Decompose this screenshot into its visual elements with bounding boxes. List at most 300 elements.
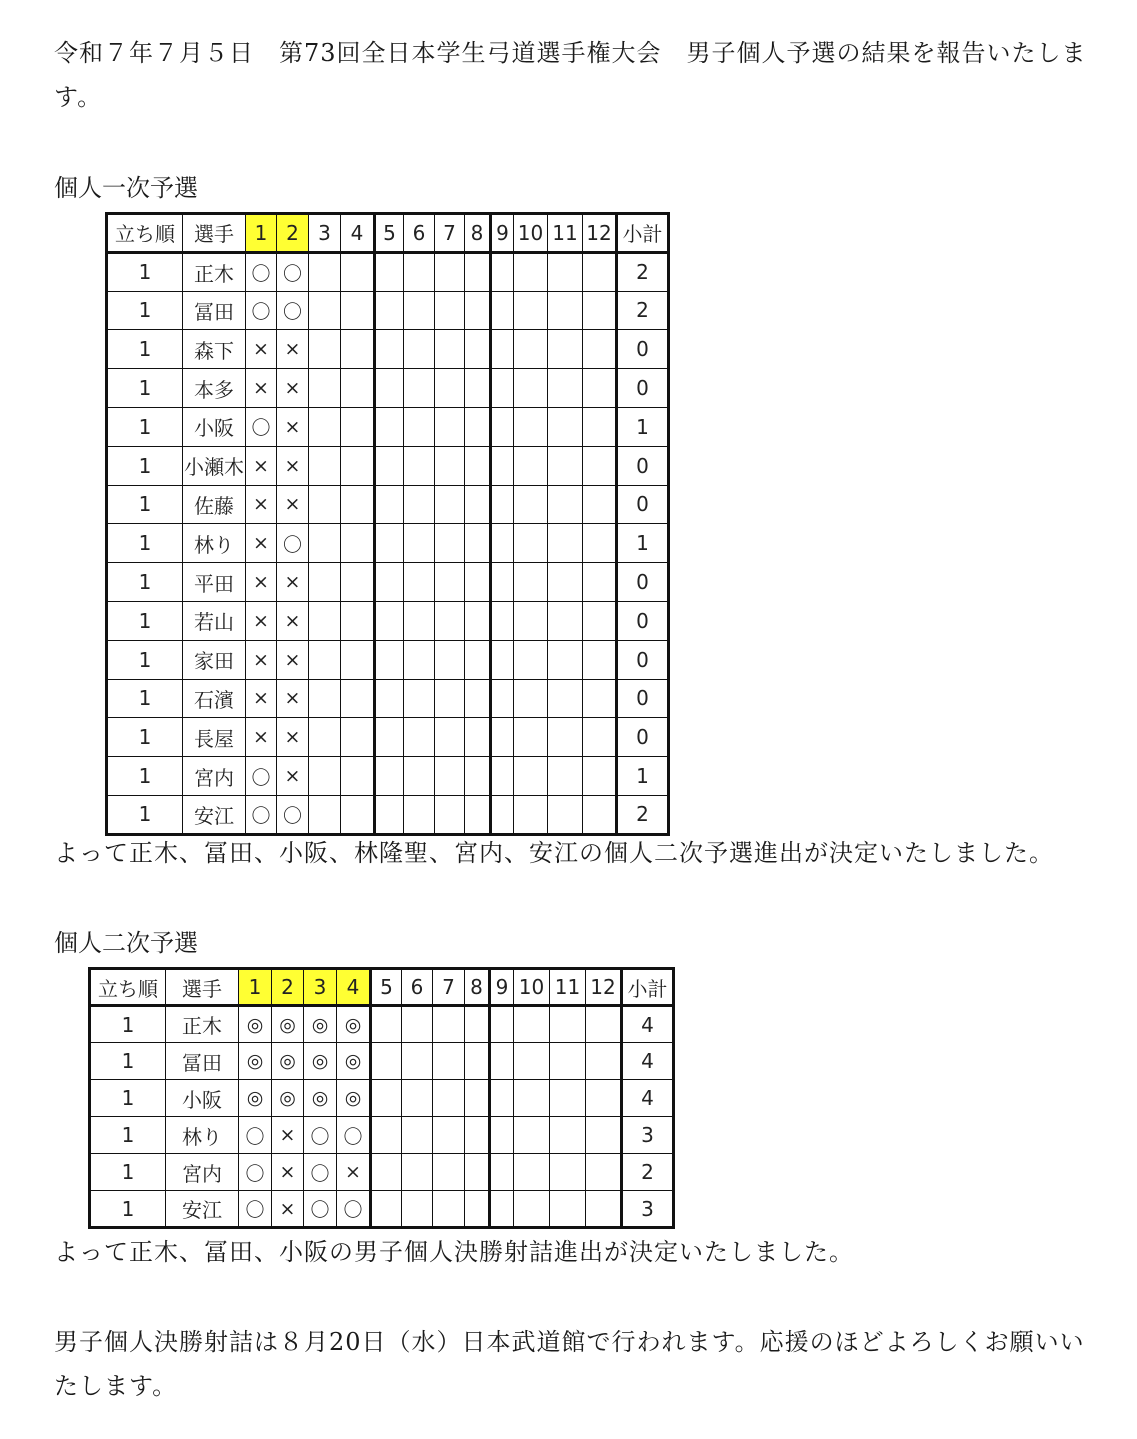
shot-result-cell (309, 407, 341, 446)
shot-result-cell (341, 446, 375, 485)
shot-result-cell: 〇 (304, 1117, 337, 1154)
shot-result-cell: × (246, 679, 277, 718)
shot-header-2: 2 (272, 969, 304, 1006)
shot-result-cell (435, 446, 465, 485)
table-row (107, 718, 669, 757)
order-cell: 1 (107, 718, 183, 757)
shot-result-cell (465, 718, 491, 757)
round1-heading: 個人一次予選 (54, 174, 198, 202)
shot-result-cell (435, 795, 465, 834)
shot-result-cell (550, 1006, 586, 1043)
shot-result-cell (491, 718, 514, 757)
shot-header-1: 1 (239, 969, 272, 1006)
shot-result-cell (341, 252, 375, 291)
shot-result-cell (548, 446, 583, 485)
order-cell: 1 (107, 330, 183, 369)
shot-result-cell (491, 757, 514, 796)
order-cell: 1 (107, 679, 183, 718)
shot-result-cell (491, 252, 514, 291)
shot-header-9: 9 (491, 214, 514, 253)
player-name-cell: 佐藤 (183, 485, 246, 524)
shot-result-cell: 〇 (239, 1117, 272, 1154)
shot-result-cell (514, 563, 548, 602)
shot-result-cell: ◎ (239, 1043, 272, 1080)
shot-result-cell (309, 601, 341, 640)
shot-result-cell (341, 757, 375, 796)
subtotal-cell: 4 (622, 1080, 674, 1117)
player-name-cell: 正木 (183, 252, 246, 291)
shot-result-cell (402, 1006, 433, 1043)
shot-result-cell (375, 524, 404, 563)
shot-result-cell (433, 1006, 465, 1043)
order-cell: 1 (107, 485, 183, 524)
order-cell: 1 (107, 446, 183, 485)
order-cell: 1 (90, 1043, 166, 1080)
order-cell: 1 (107, 640, 183, 679)
shot-result-cell (465, 330, 491, 369)
shot-result-cell: × (337, 1154, 371, 1191)
shot-result-cell (375, 407, 404, 446)
shot-result-cell (465, 1191, 490, 1228)
shot-result-cell (435, 718, 465, 757)
table-row (107, 679, 669, 718)
shot-result-cell (491, 640, 514, 679)
subtotal-cell: 0 (617, 369, 669, 408)
shot-result-cell: × (246, 446, 277, 485)
shot-result-cell (341, 407, 375, 446)
shot-result-cell (465, 601, 491, 640)
shot-result-cell (435, 407, 465, 446)
player-header: 選手 (183, 214, 246, 253)
player-name-cell: 石濱 (183, 679, 246, 718)
shot-result-cell: × (272, 1191, 304, 1228)
shot-result-cell (583, 757, 617, 796)
shot-result-cell (514, 330, 548, 369)
order-cell: 1 (90, 1006, 166, 1043)
shot-header-6: 6 (404, 214, 435, 253)
shot-result-cell (404, 757, 435, 796)
shot-result-cell (375, 369, 404, 408)
order-header: 立ち順 (90, 969, 166, 1006)
shot-result-cell (404, 718, 435, 757)
intro-text: 令和７年７月５日 第73回全日本学生弓道選手権大会 男子個人予選の結果を報告いたします。 (54, 39, 1087, 111)
shot-result-cell: × (246, 369, 277, 408)
shot-result-cell (404, 795, 435, 834)
shot-result-cell (375, 563, 404, 602)
shot-result-cell (465, 640, 491, 679)
shot-result-cell (583, 446, 617, 485)
shot-result-cell (583, 601, 617, 640)
shot-result-cell (375, 291, 404, 330)
shot-result-cell (309, 485, 341, 524)
shot-result-cell (371, 1191, 402, 1228)
round2-heading: 個人二次予選 (54, 929, 198, 957)
shot-result-cell (491, 679, 514, 718)
player-name-cell: 森下 (183, 330, 246, 369)
shot-result-cell (514, 291, 548, 330)
shot-result-cell (514, 485, 548, 524)
subtotal-cell: 2 (617, 795, 669, 834)
player-header: 選手 (166, 969, 239, 1006)
shot-result-cell (371, 1080, 402, 1117)
shot-result-cell: ◎ (337, 1080, 371, 1117)
shot-result-cell: × (277, 718, 309, 757)
round1-table (105, 212, 670, 836)
shot-result-cell: 〇 (246, 795, 277, 834)
shot-result-cell (583, 795, 617, 834)
shot-result-cell: ◎ (239, 1080, 272, 1117)
shot-header-12: 12 (586, 969, 622, 1006)
subtotal-cell: 0 (617, 718, 669, 757)
subtotal-header: 小計 (617, 214, 669, 253)
subtotal-cell: 0 (617, 640, 669, 679)
subtotal-cell: 1 (617, 757, 669, 796)
table-row (90, 1191, 674, 1228)
shot-result-cell (404, 640, 435, 679)
shot-result-cell (465, 524, 491, 563)
shot-result-cell: ◎ (304, 1006, 337, 1043)
shot-header-3: 3 (309, 214, 341, 253)
shot-header-4: 4 (341, 214, 375, 253)
player-name-cell: 安江 (166, 1191, 239, 1228)
shot-result-cell (514, 369, 548, 408)
shot-result-cell (433, 1191, 465, 1228)
shot-result-cell (490, 1043, 514, 1080)
shot-result-cell (490, 1080, 514, 1117)
order-cell: 1 (90, 1191, 166, 1228)
shot-result-cell (586, 1043, 622, 1080)
shot-result-cell: 〇 (246, 252, 277, 291)
shot-result-cell (491, 330, 514, 369)
subtotal-cell: 3 (622, 1117, 674, 1154)
shot-result-cell (404, 291, 435, 330)
shot-result-cell (465, 1006, 490, 1043)
shot-result-cell: × (277, 679, 309, 718)
shot-result-cell: × (277, 446, 309, 485)
table-row (107, 407, 669, 446)
shot-result-cell (550, 1154, 586, 1191)
subtotal-cell: 0 (617, 485, 669, 524)
shot-result-cell (309, 291, 341, 330)
player-name-cell: 本多 (183, 369, 246, 408)
shot-result-cell (371, 1006, 402, 1043)
shot-result-cell (514, 1117, 550, 1154)
table-row (107, 485, 669, 524)
closing-text: 男子個人決勝射詰は８月20日（水）日本武道館で行われます。応援のほどよろしくお願いいたします。 (54, 1328, 1085, 1400)
shot-result-cell (404, 330, 435, 369)
shot-result-cell (548, 640, 583, 679)
shot-result-cell (514, 757, 548, 796)
shot-result-cell (435, 563, 465, 602)
shot-result-cell (465, 757, 491, 796)
player-name-cell: 小阪 (166, 1080, 239, 1117)
shot-result-cell (309, 563, 341, 602)
subtotal-header: 小計 (622, 969, 674, 1006)
shot-result-cell (433, 1080, 465, 1117)
player-name-cell: 若山 (183, 601, 246, 640)
shot-result-cell (309, 524, 341, 563)
round2-result-text: よって正木、冨田、小阪の男子個人決勝射詰進出が決定いたしました。 (54, 1238, 854, 1266)
table-row (107, 446, 669, 485)
shot-result-cell (371, 1043, 402, 1080)
shot-result-cell (548, 369, 583, 408)
shot-result-cell (490, 1154, 514, 1191)
shot-result-cell (548, 679, 583, 718)
player-name-cell: 冨田 (166, 1043, 239, 1080)
order-cell: 1 (107, 252, 183, 291)
shot-result-cell (514, 795, 548, 834)
shot-result-cell (583, 407, 617, 446)
shot-header-11: 11 (550, 969, 586, 1006)
shot-result-cell: × (246, 718, 277, 757)
table-row (90, 1080, 674, 1117)
shot-result-cell (341, 369, 375, 408)
shot-result-cell (491, 563, 514, 602)
shot-result-cell (514, 679, 548, 718)
shot-header-8: 8 (465, 214, 491, 253)
shot-result-cell: × (272, 1117, 304, 1154)
player-name-cell: 宮内 (183, 757, 246, 796)
subtotal-cell: 0 (617, 679, 669, 718)
shot-result-cell (491, 369, 514, 408)
shot-result-cell (435, 601, 465, 640)
table-row (107, 252, 669, 291)
shot-result-cell (435, 679, 465, 718)
shot-result-cell (514, 1080, 550, 1117)
shot-result-cell (586, 1191, 622, 1228)
shot-result-cell (465, 679, 491, 718)
table-row (107, 291, 669, 330)
order-cell: 1 (107, 601, 183, 640)
shot-result-cell (586, 1117, 622, 1154)
shot-result-cell (371, 1117, 402, 1154)
player-name-cell: 安江 (183, 795, 246, 834)
shot-result-cell (465, 1117, 490, 1154)
shot-result-cell: 〇 (304, 1154, 337, 1191)
header-row (90, 969, 674, 1006)
shot-result-cell (341, 524, 375, 563)
shot-result-cell: 〇 (277, 795, 309, 834)
shot-result-cell (341, 601, 375, 640)
shot-result-cell (514, 407, 548, 446)
shot-result-cell (548, 563, 583, 602)
shot-result-cell (548, 524, 583, 563)
shot-result-cell (465, 252, 491, 291)
shot-result-cell (465, 291, 491, 330)
shot-result-cell (309, 330, 341, 369)
shot-result-cell: 〇 (304, 1191, 337, 1228)
shot-result-cell: 〇 (277, 291, 309, 330)
shot-result-cell (490, 1006, 514, 1043)
table-row (90, 1154, 674, 1191)
shot-result-cell: 〇 (337, 1117, 371, 1154)
shot-result-cell (514, 524, 548, 563)
table-row (90, 1043, 674, 1080)
shot-result-cell: × (246, 330, 277, 369)
shot-result-cell: × (277, 757, 309, 796)
shot-header-11: 11 (548, 214, 583, 253)
shot-header-6: 6 (402, 969, 433, 1006)
shot-header-4: 4 (337, 969, 371, 1006)
shot-result-cell (309, 369, 341, 408)
order-cell: 1 (107, 524, 183, 563)
shot-result-cell: 〇 (337, 1191, 371, 1228)
shot-result-cell: 〇 (239, 1191, 272, 1228)
player-name-cell: 宮内 (166, 1154, 239, 1191)
order-header: 立ち順 (107, 214, 183, 253)
shot-result-cell (375, 718, 404, 757)
shot-result-cell (465, 446, 491, 485)
subtotal-cell: 2 (617, 291, 669, 330)
order-cell: 1 (107, 369, 183, 408)
shot-result-cell (583, 640, 617, 679)
shot-result-cell (514, 252, 548, 291)
subtotal-cell: 2 (617, 252, 669, 291)
shot-result-cell (341, 718, 375, 757)
shot-result-cell (548, 330, 583, 369)
shot-result-cell: ◎ (337, 1043, 371, 1080)
shot-result-cell (404, 485, 435, 524)
shot-result-cell (404, 563, 435, 602)
shot-result-cell (514, 718, 548, 757)
shot-result-cell (341, 640, 375, 679)
order-cell: 1 (107, 291, 183, 330)
shot-result-cell (548, 291, 583, 330)
shot-result-cell (433, 1043, 465, 1080)
shot-result-cell: × (277, 485, 309, 524)
player-name-cell: 林り (183, 524, 246, 563)
shot-result-cell (583, 330, 617, 369)
shot-result-cell (435, 291, 465, 330)
shot-result-cell (550, 1043, 586, 1080)
shot-result-cell: × (277, 369, 309, 408)
shot-result-cell (375, 640, 404, 679)
shot-header-2: 2 (277, 214, 309, 253)
table-row (107, 524, 669, 563)
shot-result-cell: ◎ (272, 1006, 304, 1043)
shot-result-cell: × (277, 640, 309, 679)
shot-result-cell: × (272, 1154, 304, 1191)
shot-result-cell (435, 485, 465, 524)
subtotal-cell: 4 (622, 1006, 674, 1043)
order-cell: 1 (90, 1080, 166, 1117)
shot-result-cell (465, 369, 491, 408)
shot-result-cell (465, 407, 491, 446)
player-name-cell: 林り (166, 1117, 239, 1154)
shot-result-cell (491, 601, 514, 640)
shot-result-cell (375, 252, 404, 291)
shot-result-cell (435, 640, 465, 679)
header-row (107, 214, 669, 253)
shot-header-1: 1 (246, 214, 277, 253)
shot-result-cell (491, 795, 514, 834)
shot-result-cell (514, 640, 548, 679)
shot-header-3: 3 (304, 969, 337, 1006)
shot-result-cell (375, 330, 404, 369)
subtotal-cell: 0 (617, 330, 669, 369)
table-row (107, 330, 669, 369)
shot-result-cell (309, 446, 341, 485)
shot-result-cell (490, 1117, 514, 1154)
shot-result-cell (548, 795, 583, 834)
shot-result-cell (550, 1191, 586, 1228)
shot-result-cell (586, 1154, 622, 1191)
shot-result-cell (550, 1080, 586, 1117)
shot-result-cell (404, 601, 435, 640)
table-row (107, 601, 669, 640)
subtotal-cell: 0 (617, 601, 669, 640)
shot-result-cell (583, 252, 617, 291)
shot-result-cell (465, 485, 491, 524)
shot-result-cell (341, 485, 375, 524)
shot-result-cell (402, 1154, 433, 1191)
shot-result-cell (402, 1080, 433, 1117)
shot-result-cell: ◎ (304, 1043, 337, 1080)
shot-result-cell (465, 795, 491, 834)
shot-result-cell: × (277, 407, 309, 446)
shot-result-cell: × (246, 601, 277, 640)
subtotal-cell: 4 (622, 1043, 674, 1080)
shot-result-cell (433, 1117, 465, 1154)
shot-header-9: 9 (490, 969, 514, 1006)
shot-result-cell (371, 1154, 402, 1191)
table-row (107, 640, 669, 679)
order-cell: 1 (107, 563, 183, 602)
shot-result-cell (341, 795, 375, 834)
subtotal-cell: 2 (622, 1154, 674, 1191)
shot-result-cell (583, 563, 617, 602)
shot-result-cell (514, 446, 548, 485)
shot-result-cell (514, 1006, 550, 1043)
shot-result-cell (548, 485, 583, 524)
shot-result-cell (433, 1154, 465, 1191)
shot-result-cell (404, 524, 435, 563)
shot-result-cell (341, 330, 375, 369)
shot-result-cell: × (246, 485, 277, 524)
player-name-cell: 小阪 (183, 407, 246, 446)
shot-result-cell (309, 757, 341, 796)
shot-result-cell: ◎ (272, 1043, 304, 1080)
table-row (90, 1117, 674, 1154)
shot-result-cell (435, 524, 465, 563)
shot-result-cell: × (277, 563, 309, 602)
shot-result-cell (404, 679, 435, 718)
shot-result-cell: ◎ (337, 1006, 371, 1043)
shot-result-cell (583, 291, 617, 330)
table-row (107, 563, 669, 602)
shot-result-cell (514, 1191, 550, 1228)
player-name-cell: 長屋 (183, 718, 246, 757)
shot-result-cell (309, 795, 341, 834)
shot-result-cell (583, 485, 617, 524)
shot-result-cell: 〇 (277, 252, 309, 291)
shot-result-cell (514, 601, 548, 640)
table-row (90, 1006, 674, 1043)
shot-result-cell (583, 718, 617, 757)
shot-header-7: 7 (435, 214, 465, 253)
subtotal-cell: 3 (622, 1191, 674, 1228)
subtotal-cell: 1 (617, 407, 669, 446)
shot-header-5: 5 (371, 969, 402, 1006)
shot-result-cell (583, 369, 617, 408)
shot-header-8: 8 (465, 969, 490, 1006)
player-name-cell: 家田 (183, 640, 246, 679)
subtotal-cell: 0 (617, 446, 669, 485)
shot-result-cell: 〇 (277, 524, 309, 563)
shot-result-cell (548, 601, 583, 640)
order-cell: 1 (107, 757, 183, 796)
shot-header-12: 12 (583, 214, 617, 253)
